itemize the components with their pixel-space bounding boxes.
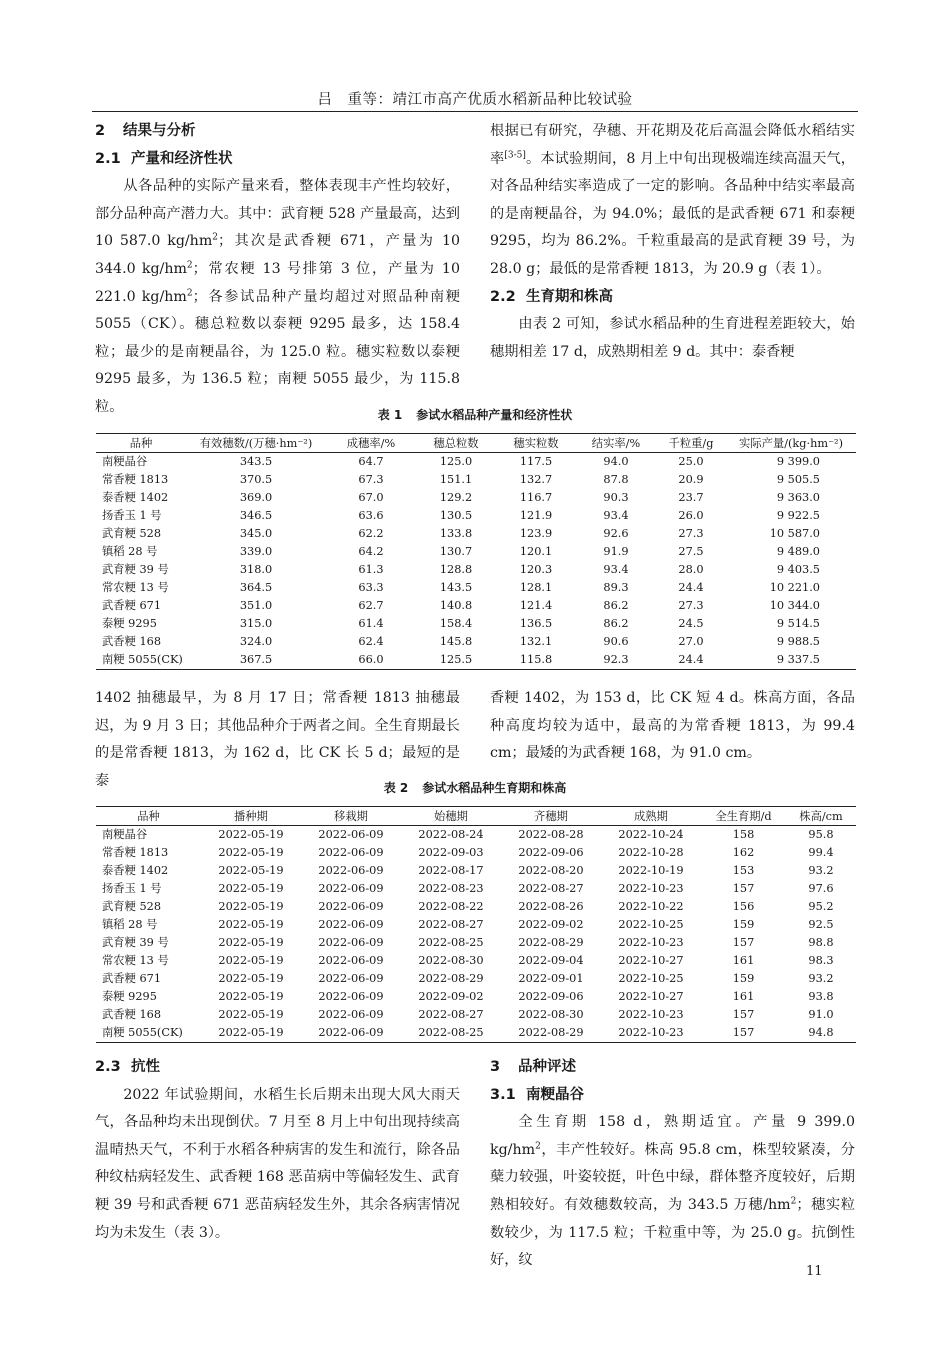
table-cell: 2022-08-27 — [418, 1008, 484, 1021]
table-cell: 129.2 — [439, 491, 473, 504]
table-cell: 2022-10-23 — [618, 1008, 684, 1021]
table-cell: 157 — [701, 1024, 786, 1043]
column-header: 穗总粒数 — [416, 434, 496, 453]
subsection-2-1-number: 2.1 — [95, 150, 121, 167]
table-cell: 9 337.5 — [726, 651, 856, 670]
table-cell: 2022-09-03 — [418, 846, 484, 859]
table-cell: 2022-06-09 — [318, 918, 384, 931]
table-cell: 2022-08-20 — [518, 864, 584, 877]
table-cell: 20.9 — [678, 473, 704, 486]
table-cell: 62.7 — [358, 599, 384, 612]
table-cell: 87.8 — [603, 473, 629, 486]
table-row — [96, 844, 856, 862]
superscript: 2 — [790, 1196, 797, 1207]
table-cell: 2022-05-19 — [218, 918, 284, 931]
table-cell: 24.5 — [678, 617, 704, 630]
table-cell: 2022-06-09 — [318, 990, 384, 1003]
table-cell: 91.0 — [808, 1008, 834, 1021]
table-row — [96, 633, 856, 651]
variety-name-cell: 镇稻 28 号 — [102, 918, 158, 931]
table-cell: 143.5 — [439, 581, 473, 594]
table-cell: 345.0 — [239, 527, 273, 540]
variety-name-cell: 武育粳 528 — [102, 900, 162, 913]
table-cell: 86.2 — [603, 617, 629, 630]
table-cell: 370.5 — [239, 473, 273, 486]
section-3-heading — [490, 1054, 855, 1082]
page-number: 11 — [806, 1264, 823, 1279]
table-cell: 2022-10-19 — [618, 864, 684, 877]
subsection-2-2-heading — [490, 284, 855, 312]
table-cell: 89.3 — [603, 581, 629, 594]
table-cell: 61.3 — [358, 563, 384, 576]
table-cell: 2022-10-28 — [618, 846, 684, 859]
paragraph-seed-setting — [490, 118, 855, 284]
table-cell: 63.3 — [358, 581, 384, 594]
table-cell: 23.7 — [678, 491, 704, 504]
table-cell: 151.1 — [439, 473, 473, 486]
table-row — [96, 862, 856, 880]
paragraph-text: ；各参试品种产量均超过对照品种南粳 5055（CK）。穗总粒数以泰粳 9295 最多，达 158.4 粒；最少的是南粳晶谷，为 125.0 粒。穗实粒数以泰粳 9295 最多，为 136.5 粒；南粳 5055 最少，为 115.8 粒。 — [95, 288, 460, 415]
table-cell: 2022-05-19 — [201, 1024, 301, 1043]
table-cell: 324.0 — [239, 635, 273, 648]
table-cell: 64.2 — [358, 545, 384, 558]
table-cell: 2022-08-29 — [418, 972, 484, 985]
table-row — [96, 471, 856, 489]
section-2-number: 2 — [95, 123, 106, 139]
table-cell: 2022-10-27 — [618, 990, 684, 1003]
table-cell: 2022-08-24 — [418, 828, 484, 841]
table-cell: 98.8 — [808, 936, 834, 949]
table-cell: 25.0 — [678, 455, 704, 468]
table-cell: 140.8 — [439, 599, 473, 612]
subsection-2-3-heading — [95, 1054, 460, 1082]
table-cell: 2022-06-09 — [301, 1024, 401, 1043]
table-cell: 27.0 — [678, 635, 704, 648]
table-cell: 2022-05-19 — [218, 900, 284, 913]
table-cell: 2022-08-27 — [518, 882, 584, 895]
table-cell: 10 221.0 — [769, 581, 820, 594]
table-cell: 121.4 — [519, 599, 553, 612]
table-cell: 92.5 — [808, 918, 834, 931]
variety-name-cell: 武育粳 39 号 — [102, 936, 169, 949]
table-cell: 116.7 — [519, 491, 553, 504]
table-row — [96, 1024, 856, 1043]
table-cell: 2022-05-19 — [218, 846, 284, 859]
table-cell: 28.0 — [678, 563, 704, 576]
table-2-title: 参试水稻品种生育期和株高 — [422, 781, 567, 795]
header-rule — [92, 111, 858, 112]
table-cell: 2022-06-09 — [318, 972, 384, 985]
table-cell: 66.0 — [326, 651, 416, 670]
table-row — [96, 934, 856, 952]
table-row — [96, 952, 856, 970]
subsection-3-1-heading — [490, 1082, 855, 1110]
variety-name-cell: 武育粳 528 — [102, 527, 162, 540]
table-cell: 2022-10-25 — [618, 918, 684, 931]
column-header: 成穗率/% — [326, 434, 416, 453]
table-cell: 158.4 — [439, 617, 473, 630]
table-cell: 24.4 — [656, 651, 726, 670]
variety-name-cell: 常香粳 1813 — [102, 473, 169, 486]
table-cell: 94.0 — [603, 455, 629, 468]
variety-name-cell: 武育粳 39 号 — [102, 563, 169, 576]
table-cell: 2022-10-23 — [618, 936, 684, 949]
table-cell: 162 — [732, 846, 755, 859]
table-cell: 67.3 — [358, 473, 384, 486]
table-cell: 125.0 — [439, 455, 473, 468]
section-3-title: 品种评述 — [518, 1059, 576, 1075]
table-cell: 91.9 — [603, 545, 629, 558]
variety-name-cell: 常农粳 13 号 — [102, 954, 169, 967]
table-cell: 2022-05-19 — [218, 954, 284, 967]
paragraph-heading-dates: 1402 抽穗最早，为 8 月 17 日；常香粳 1813 抽穗最迟，为 9 月 3 日；其他品种介于两者之间。全生育期最长的是常香粳 1813，为 162 d，比 CK 长 5 d；最短的是泰 — [95, 690, 460, 789]
table-cell: 90.6 — [603, 635, 629, 648]
paragraph-text: ；其次是武香粳 671，产量为 10 344.0 kg/hm — [95, 233, 460, 277]
table-cell: 157 — [732, 1008, 755, 1021]
variety-name-cell: 南粳晶谷 — [102, 455, 148, 468]
column-header: 结实率/% — [576, 434, 656, 453]
table-row — [96, 1006, 856, 1024]
bottom-right-column — [490, 1054, 855, 1275]
column-header: 品种 — [96, 434, 186, 453]
table-cell: 9 922.5 — [776, 509, 820, 522]
table-cell: 2022-05-19 — [218, 882, 284, 895]
table-cell: 2022-05-19 — [218, 1008, 284, 1021]
table-cell: 130.5 — [439, 509, 473, 522]
subsection-2-1-title: 产量和经济性状 — [131, 150, 233, 167]
table-cell: 157 — [732, 936, 755, 949]
table-cell: 86.2 — [603, 599, 629, 612]
variety-name-cell: 南粳晶谷 — [102, 828, 148, 841]
variety-name-cell: 南粳 5055(CK) — [96, 1024, 201, 1043]
table-cell: 62.4 — [358, 635, 384, 648]
table-cell: 136.5 — [519, 617, 553, 630]
table-cell: 2022-10-23 — [618, 882, 684, 895]
table-cell: 133.8 — [439, 527, 473, 540]
table-cell: 369.0 — [239, 491, 273, 504]
table-cell: 2022-10-25 — [618, 972, 684, 985]
table-cell: 2022-09-02 — [418, 990, 484, 1003]
table-cell: 2022-06-09 — [318, 900, 384, 913]
table-cell: 93.4 — [603, 509, 629, 522]
table-cell: 9 505.5 — [776, 473, 820, 486]
table-cell: 27.3 — [678, 599, 704, 612]
table-row — [96, 970, 856, 988]
table-cell: 94.8 — [786, 1024, 856, 1043]
table-cell: 27.5 — [678, 545, 704, 558]
table-cell: 93.4 — [603, 563, 629, 576]
table-cell: 2022-06-09 — [318, 936, 384, 949]
table-row — [96, 880, 856, 898]
superscript: 2 — [186, 260, 193, 271]
table-2-label: 表 2 — [383, 781, 409, 795]
table-cell: 67.0 — [358, 491, 384, 504]
running-head: 吕 重等：靖江市高产优质水稻新品种比较试验 — [317, 92, 633, 108]
superscript: 2 — [212, 232, 219, 243]
table-row — [96, 597, 856, 615]
table-cell: 128.1 — [519, 581, 553, 594]
subsection-2-2-title: 生育期和株高 — [526, 288, 613, 305]
table-cell: 2022-09-01 — [518, 972, 584, 985]
table-cell: 64.7 — [358, 455, 384, 468]
column-header: 齐穗期 — [501, 807, 601, 826]
paragraph-growth: 由表 2 可知，参试水稻品种的生育进程差距较大，始穗期相差 17 d，成熟期相差 9 d。其中：泰香粳 — [490, 316, 855, 360]
table-cell: 95.2 — [808, 900, 834, 913]
superscript: 2 — [535, 1141, 541, 1152]
table-row — [96, 561, 856, 579]
table-cell: 26.0 — [678, 509, 704, 522]
column-header: 始穗期 — [401, 807, 501, 826]
subsection-3-1-title: 南粳晶谷 — [526, 1086, 584, 1103]
table-cell: 61.4 — [358, 617, 384, 630]
paragraph-yield — [95, 173, 460, 421]
table-cell: 2022-06-09 — [318, 864, 384, 877]
subsection-3-1-number: 3.1 — [490, 1086, 516, 1103]
column-header: 成熟期 — [601, 807, 701, 826]
superscript: 2 — [186, 287, 193, 298]
table-cell: 2022-06-09 — [318, 828, 384, 841]
top-right-column — [490, 118, 855, 366]
paragraph-nangeng-jinggu — [490, 1109, 855, 1275]
table-cell: 115.8 — [496, 651, 576, 670]
paragraph-text: 根据已有研究，孕穗、开花期及花后高温会降低水稻结实率 — [490, 123, 855, 167]
paragraph-resistance: 2022 年试验期间，水稻生长后期未出现大风大雨天气，各品种均未出现倒伏。7 月至 8 月上中旬出现持续高温晴热天气，不利于水稻各种病害的发生和流行，除各品种纹枯病轻发生、武香粳 168 恶苗病中等偏轻发生、武育粳 39 号和武香粳 671 恶苗病轻发生外，其余各病害情况均为未发生（表 3）。 — [95, 1086, 460, 1241]
table-cell: 117.5 — [519, 455, 553, 468]
paragraph-text: ；常农粳 13 号排第 3 位，产量为 10 221.0 kg/hm — [95, 260, 460, 305]
table-cell: 9 988.5 — [776, 635, 820, 648]
section-2-title: 结果与分析 — [123, 123, 196, 139]
paragraph-text: 全生育期 158 d，熟期适宜。产量 9 399.0 kg/hm — [490, 1114, 855, 1158]
table-cell: 9 514.5 — [776, 617, 820, 630]
table-cell: 145.8 — [439, 635, 473, 648]
variety-name-cell: 镇稻 28 号 — [102, 545, 158, 558]
table-cell: 339.0 — [239, 545, 273, 558]
table-cell: 2022-10-22 — [618, 900, 684, 913]
table-cell: 2022-09-04 — [518, 954, 584, 967]
variety-name-cell: 南粳 5055(CK) — [96, 651, 186, 670]
table-cell: 125.5 — [416, 651, 496, 670]
section-2-heading — [95, 118, 460, 146]
table-cell: 90.3 — [603, 491, 629, 504]
table-cell: 63.6 — [358, 509, 384, 522]
table-cell: 2022-08-25 — [401, 1024, 501, 1043]
table-row — [96, 453, 856, 472]
table-row — [96, 916, 856, 934]
table-cell: 2022-08-17 — [418, 864, 484, 877]
table-cell: 157 — [732, 882, 755, 895]
column-header: 全生育期/d — [701, 807, 786, 826]
table-cell: 2022-08-22 — [418, 900, 484, 913]
variety-name-cell: 泰粳 9295 — [102, 617, 157, 630]
variety-name-cell: 扬香玉 1 号 — [102, 882, 162, 895]
table-2-caption — [0, 779, 950, 796]
column-header: 品种 — [96, 807, 201, 826]
table-cell: 318.0 — [239, 563, 273, 576]
table-cell: 153 — [732, 864, 755, 877]
variety-name-cell: 泰香粳 1402 — [102, 491, 169, 504]
column-header: 实际产量/(kg·hm⁻²) — [726, 434, 856, 453]
paragraph-text: 从各品种的实际产量来看，整体表现丰产性均较好，部分品种高产潜力大。其中：武育粳 528 产量最高，达到 10 587.0 kg/hm — [95, 178, 460, 250]
column-header: 千粒重/g — [656, 434, 726, 453]
table-cell: 161 — [732, 954, 755, 967]
table-row — [96, 651, 856, 670]
table-cell: 156 — [732, 900, 755, 913]
column-header: 株高/cm — [786, 807, 856, 826]
table-cell: 132.1 — [519, 635, 553, 648]
paragraph-plant-height: 香粳 1402，为 153 d，比 CK 短 4 d。株高方面，各品种高度均较为适中，最高的为常香粳 1813，为 99.4 cm；最矮的为武香粳 168，为 91.0 cm。 — [490, 690, 855, 762]
table-cell: 93.2 — [808, 864, 834, 877]
table-cell: 24.4 — [678, 581, 704, 594]
variety-name-cell: 武香粳 671 — [102, 972, 162, 985]
table-cell: 364.5 — [239, 581, 273, 594]
subsection-2-3-title: 抗性 — [131, 1059, 160, 1075]
variety-name-cell: 武香粳 168 — [102, 635, 162, 648]
table-cell: 93.2 — [808, 972, 834, 985]
table-cell: 158 — [732, 828, 755, 841]
table-cell: 10 344.0 — [769, 599, 820, 612]
table-cell: 9 363.0 — [776, 491, 820, 504]
table-cell: 2022-08-30 — [518, 1008, 584, 1021]
table-cell: 120.3 — [519, 563, 553, 576]
table-row — [96, 615, 856, 633]
variety-name-cell: 泰粳 9295 — [102, 990, 157, 1003]
table-cell: 121.9 — [519, 509, 553, 522]
table-cell: 132.7 — [519, 473, 553, 486]
table-cell: 2022-09-02 — [518, 918, 584, 931]
table-cell: 2022-10-23 — [601, 1024, 701, 1043]
table-cell: 9 489.0 — [776, 545, 820, 558]
table-cell: 2022-06-09 — [318, 846, 384, 859]
bottom-left-column — [95, 1054, 460, 1247]
table-row — [96, 898, 856, 916]
table-cell: 2022-08-27 — [418, 918, 484, 931]
table-cell: 2022-08-25 — [418, 936, 484, 949]
table-cell: 2022-08-29 — [501, 1024, 601, 1043]
table-cell: 93.8 — [808, 990, 834, 1003]
table-row — [96, 579, 856, 597]
table-cell: 2022-05-19 — [218, 936, 284, 949]
column-header: 播种期 — [201, 807, 301, 826]
subsection-2-3-number: 2.3 — [95, 1059, 121, 1075]
table-cell: 2022-09-06 — [518, 990, 584, 1003]
table-cell: 128.8 — [439, 563, 473, 576]
table-cell: 97.6 — [808, 882, 834, 895]
table-1-caption — [0, 406, 950, 423]
table-row — [96, 525, 856, 543]
table-row — [96, 507, 856, 525]
table-row — [96, 543, 856, 561]
table-row — [96, 826, 856, 845]
table-cell: 2022-06-09 — [318, 954, 384, 967]
table-1-label: 表 1 — [377, 408, 403, 422]
table-cell: 2022-05-19 — [218, 828, 284, 841]
table-cell: 2022-06-09 — [318, 882, 384, 895]
paragraph-text: ；穗实粒数较少，为 117.5 粒；千粒重中等，为 25.0 g。抗倒性好，纹 — [490, 1196, 855, 1269]
subsection-2-1-heading — [95, 146, 460, 174]
table-2 — [96, 806, 856, 1043]
table-cell: 98.3 — [808, 954, 834, 967]
subsection-2-2-number: 2.2 — [490, 288, 516, 305]
table-cell: 120.1 — [519, 545, 553, 558]
table-cell: 367.5 — [186, 651, 326, 670]
table-cell: 346.5 — [239, 509, 273, 522]
table-cell: 343.5 — [239, 455, 273, 468]
table-cell: 2022-05-19 — [218, 990, 284, 1003]
table-cell: 159 — [732, 972, 755, 985]
table-row — [96, 988, 856, 1006]
variety-name-cell: 泰香粳 1402 — [102, 864, 169, 877]
table-cell: 2022-06-09 — [318, 1008, 384, 1021]
table-cell: 2022-05-19 — [218, 864, 284, 877]
table-cell: 2022-10-24 — [618, 828, 684, 841]
variety-name-cell: 武香粳 671 — [102, 599, 162, 612]
table-cell: 159 — [732, 918, 755, 931]
table-cell: 92.6 — [603, 527, 629, 540]
citation: [3-5] — [504, 149, 526, 160]
column-header: 移栽期 — [301, 807, 401, 826]
table-cell: 95.8 — [808, 828, 834, 841]
table-cell: 130.7 — [439, 545, 473, 558]
variety-name-cell: 扬香玉 1 号 — [102, 509, 162, 522]
table-1-title: 参试水稻品种产量和经济性状 — [416, 408, 573, 422]
variety-name-cell: 常香粳 1813 — [102, 846, 169, 859]
table-cell: 2022-09-06 — [518, 846, 584, 859]
table-cell: 351.0 — [239, 599, 273, 612]
table-cell: 92.3 — [576, 651, 656, 670]
table-cell: 9 403.5 — [776, 563, 820, 576]
table-cell: 161 — [732, 990, 755, 1003]
variety-name-cell: 武香粳 168 — [102, 1008, 162, 1021]
table-cell: 2022-08-26 — [518, 900, 584, 913]
paragraph-text: 。本试验期间，8 月上中旬出现极端连续高温天气，对各品种结实率造成了一定的影响。各品种中结实率最高的是南粳晶谷，为 94.0%；最低的是武香粳 671 和泰粳 9295，均为 86.2%。千粒重最高的是武育粳 39 号，为 28.0 g；最低的是常香粳 1813，为 20.9 g（表 1）。 — [490, 150, 855, 277]
table-cell: 27.3 — [678, 527, 704, 540]
table-1 — [96, 433, 856, 670]
variety-name-cell: 常农粳 13 号 — [102, 581, 169, 594]
column-header: 穗实粒数 — [496, 434, 576, 453]
top-left-column — [95, 118, 460, 422]
table-cell: 2022-08-29 — [518, 936, 584, 949]
column-header: 有效穗数/(万穗·hm⁻²) — [186, 434, 326, 453]
table-cell: 9 399.0 — [776, 455, 820, 468]
table-cell: 99.4 — [808, 846, 834, 859]
table-cell: 315.0 — [239, 617, 273, 630]
table-cell: 10 587.0 — [769, 527, 820, 540]
table-cell: 2022-08-28 — [518, 828, 584, 841]
table-cell: 2022-08-30 — [418, 954, 484, 967]
table-cell: 2022-10-27 — [618, 954, 684, 967]
section-3-number: 3 — [490, 1059, 501, 1075]
table-row — [96, 489, 856, 507]
table-cell: 2022-05-19 — [218, 972, 284, 985]
middle-right-column — [490, 685, 855, 768]
table-cell: 2022-08-23 — [418, 882, 484, 895]
paragraph-text: ，丰产性较好。株高 95.8 cm，株型较紧凑，分蘖力较强，叶姿较挺，叶色中绿，群体整齐度较好，后期熟相较好。有效穗数较高，为 343.5 万穗/hm — [490, 1141, 855, 1213]
table-cell: 62.2 — [358, 527, 384, 540]
table-cell: 123.9 — [519, 527, 553, 540]
